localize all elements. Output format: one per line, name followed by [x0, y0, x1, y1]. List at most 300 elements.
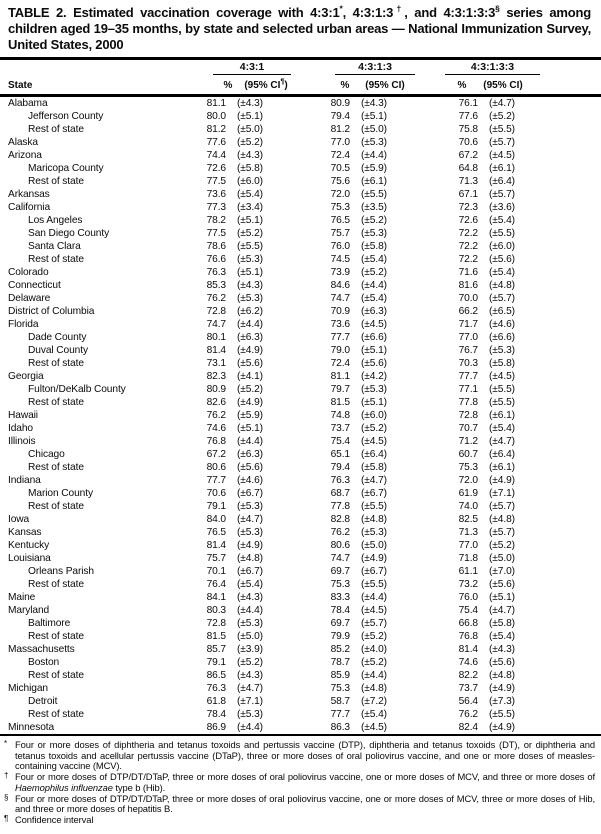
state-name: District of Columbia: [8, 306, 95, 317]
coverage-431-ci: (±6.3): [237, 332, 263, 343]
state-name: Florida: [8, 319, 39, 330]
coverage-431-ci: (±5.8): [237, 163, 263, 174]
coverage-431-ci: (±4.4): [237, 605, 263, 616]
coverage-43133-pct: 72.6: [458, 215, 478, 226]
state-name: Michigan: [8, 683, 48, 694]
coverage-43133-ci: (±5.5): [489, 124, 515, 135]
state-name: Rest of state: [28, 176, 84, 187]
state-name: Arizona: [8, 150, 42, 161]
footnote-hepb: [3, 794, 595, 815]
state-name: California: [8, 202, 51, 213]
coverage-431-ci: (±6.7): [237, 566, 263, 577]
coverage-43133-ci: (±5.5): [489, 384, 515, 395]
coverage-43133-pct: 77.8: [458, 397, 478, 408]
coverage-431-ci: (±5.5): [237, 241, 263, 252]
state-name: Alaska: [8, 137, 38, 148]
table-row: [0, 279, 601, 292]
coverage-431-pct: 76.5: [206, 527, 226, 538]
coverage-43133-pct: 61.9: [458, 488, 478, 499]
coverage-4313-ci: (±5.2): [361, 215, 387, 226]
coverage-431-pct: 84.1: [206, 592, 226, 603]
coverage-431-pct: 78.2: [206, 215, 226, 226]
coverage-43133-pct: 73.2: [458, 579, 478, 590]
coverage-43133-ci: (±7.1): [489, 488, 515, 499]
coverage-43133-ci: (±5.7): [489, 501, 515, 512]
coverage-43133-ci: (±4.7): [489, 605, 515, 616]
table-row: [0, 435, 601, 448]
state-name: Alabama: [8, 98, 48, 109]
coverage-431-pct: 77.5: [206, 228, 226, 239]
coverage-431-pct: 76.8: [206, 436, 226, 447]
table-row: [0, 331, 601, 344]
footnote-ci: [3, 815, 595, 826]
coverage-431-pct: 76.3: [206, 267, 226, 278]
coverage-4313-pct: 77.7: [330, 709, 350, 720]
coverage-4313-ci: (±5.3): [361, 384, 387, 395]
coverage-43133-pct: 70.7: [458, 423, 478, 434]
coverage-431-ci: (±5.6): [237, 358, 263, 369]
coverage-431-ci: (±4.3): [237, 98, 263, 109]
state-name: Louisiana: [8, 553, 51, 564]
coverage-4313-ci: (±5.4): [361, 254, 387, 265]
coverage-43133-ci: (±3.6): [489, 202, 515, 213]
table-row: [0, 422, 601, 435]
coverage-431-pct: 76.3: [206, 683, 226, 694]
state-name: Rest of state: [28, 579, 84, 590]
coverage-43133-ci: (±5.0): [489, 553, 515, 564]
column-group-4313: 4:3:1:3: [335, 61, 415, 75]
coverage-43133-pct: 82.4: [458, 722, 478, 733]
coverage-43133-ci: (±6.1): [489, 410, 515, 421]
table-row: [0, 305, 601, 318]
coverage-4313-ci: (±3.5): [361, 202, 387, 213]
coverage-431-pct: 73.1: [206, 358, 226, 369]
table-row: [0, 318, 601, 331]
state-name: Delaware: [8, 293, 51, 304]
coverage-4313-ci: (±5.0): [361, 540, 387, 551]
table-row: [0, 110, 601, 123]
coverage-431-pct: 80.6: [206, 462, 226, 473]
table-row: [0, 617, 601, 630]
coverage-431-pct: 78.4: [206, 709, 226, 720]
state-name: Georgia: [8, 371, 44, 382]
coverage-4313-pct: 81.1: [330, 371, 350, 382]
coverage-4313-ci: (±5.2): [361, 423, 387, 434]
pct-header-1: %: [223, 80, 233, 91]
coverage-4313-pct: 72.0: [330, 189, 350, 200]
coverage-43133-ci: (±5.7): [489, 527, 515, 538]
footnote-dtp: [3, 740, 595, 772]
coverage-43133-ci: (±5.8): [489, 618, 515, 629]
coverage-43133-pct: 71.2: [458, 436, 478, 447]
coverage-4313-ci: (±5.5): [361, 579, 387, 590]
table-row: [0, 578, 601, 591]
coverage-4313-pct: 80.9: [330, 98, 350, 109]
coverage-43133-pct: 73.7: [458, 683, 478, 694]
coverage-431-ci: (±5.3): [237, 254, 263, 265]
coverage-43133-pct: 61.1: [458, 566, 478, 577]
state-name: Fulton/DeKalb County: [28, 384, 126, 395]
coverage-43133-ci: (±5.1): [489, 592, 515, 603]
footnote-marker-pilcrow: ¶: [4, 813, 9, 823]
coverage-431-ci: (±4.9): [237, 345, 263, 356]
coverage-431-pct: 86.9: [206, 722, 226, 733]
table-row: [0, 682, 601, 695]
coverage-4313-pct: 69.7: [330, 566, 350, 577]
coverage-4313-pct: 74.7: [330, 553, 350, 564]
state-name: Dade County: [28, 332, 87, 343]
coverage-43133-ci: (±6.6): [489, 332, 515, 343]
state-name: Indiana: [8, 475, 41, 486]
coverage-4313-pct: 85.9: [330, 670, 350, 681]
footnote-text: Four or more doses of DTP/DT/DTaP, three or more doses of oral poliovirus vaccine, one or more doses of MCV, three or more doses of Hib, and three or more doses of hepatitis B.: [15, 792, 595, 815]
coverage-4313-pct: 75.4: [330, 436, 350, 447]
coverage-43133-pct: 72.8: [458, 410, 478, 421]
coverage-4313-pct: 75.3: [330, 202, 350, 213]
coverage-43133-pct: 70.6: [458, 137, 478, 148]
coverage-4313-pct: 74.7: [330, 293, 350, 304]
coverage-4313-pct: 81.5: [330, 397, 350, 408]
coverage-4313-pct: 78.7: [330, 657, 350, 668]
footnote-marker-pilcrow: ¶: [280, 78, 285, 86]
coverage-43133-pct: 76.0: [458, 592, 478, 603]
coverage-431-ci: (±4.9): [237, 397, 263, 408]
state-name: Marion County: [28, 488, 93, 499]
coverage-431-ci: (±5.0): [237, 124, 263, 135]
coverage-431-pct: 79.1: [206, 657, 226, 668]
state-name: San Diego County: [28, 228, 110, 239]
coverage-43133-pct: 60.7: [458, 449, 478, 460]
coverage-4313-ci: (±4.7): [361, 475, 387, 486]
table-row: [0, 526, 601, 539]
coverage-43133-pct: 74.0: [458, 501, 478, 512]
coverage-43133-ci: (±5.4): [489, 267, 515, 278]
table-title: [0, 5, 601, 53]
state-name: Maricopa County: [28, 163, 104, 174]
footnote-text: Four or more doses of DTP/DT/DTaP, three or more doses of oral poliovirus vaccine, one or more doses of MCV, and three or more doses of: [15, 771, 595, 783]
coverage-431-pct: 85.3: [206, 280, 226, 291]
coverage-4313-pct: 72.4: [330, 358, 350, 369]
coverage-431-ci: (±5.4): [237, 579, 263, 590]
coverage-43133-ci: (±5.5): [489, 397, 515, 408]
coverage-431-pct: 73.6: [206, 189, 226, 200]
state-name: Kentucky: [8, 540, 50, 551]
table-row: [0, 630, 601, 643]
ci-header-2: (95% CI): [365, 80, 405, 91]
coverage-431-pct: 76.4: [206, 579, 226, 590]
coverage-4313-pct: 76.0: [330, 241, 350, 252]
coverage-431-pct: 74.4: [206, 150, 226, 161]
coverage-4313-ci: (±4.0): [361, 644, 387, 655]
coverage-4313-pct: 70.5: [330, 163, 350, 174]
coverage-4313-ci: (±6.1): [361, 176, 387, 187]
state-name: Baltimore: [28, 618, 71, 629]
bottom-rule: [0, 734, 601, 736]
state-name: Rest of state: [28, 397, 84, 408]
table-row: [0, 357, 601, 370]
coverage-431-pct: 77.3: [206, 202, 226, 213]
coverage-43133-ci: (±6.1): [489, 163, 515, 174]
column-group-43133: 4:3:1:3:3: [445, 61, 540, 75]
table-row: [0, 656, 601, 669]
coverage-4313-pct: 76.5: [330, 215, 350, 226]
coverage-4313-pct: 78.4: [330, 605, 350, 616]
state-column-header: State: [8, 80, 33, 91]
footnote-marker-asterisk: *: [4, 739, 8, 748]
coverage-43133-pct: 72.3: [458, 202, 478, 213]
coverage-4313-pct: 79.4: [330, 111, 350, 122]
coverage-43133-ci: (±4.8): [489, 514, 515, 525]
coverage-431-pct: 80.0: [206, 111, 226, 122]
table-row: [0, 500, 601, 513]
coverage-43133-pct: 76.8: [458, 631, 478, 642]
table-row: [0, 565, 601, 578]
footnotes: [0, 740, 601, 826]
coverage-431-ci: (±4.7): [237, 514, 263, 525]
state-name: Maryland: [8, 605, 50, 616]
table-row: [0, 227, 601, 240]
coverage-43133-ci: (±4.6): [489, 319, 515, 330]
table-row: [0, 539, 601, 552]
coverage-431-ci: (±6.0): [237, 176, 263, 187]
table-row: [0, 669, 601, 682]
coverage-431-pct: 86.5: [206, 670, 226, 681]
coverage-431-pct: 70.6: [206, 488, 226, 499]
table-row: [0, 149, 601, 162]
state-name: Chicago: [28, 449, 65, 460]
coverage-431-pct: 70.1: [206, 566, 226, 577]
coverage-43133-pct: 77.6: [458, 111, 478, 122]
table-row: [0, 214, 601, 227]
coverage-4313-pct: 74.8: [330, 410, 350, 421]
table-row: [0, 253, 601, 266]
coverage-4313-ci: (±4.4): [361, 280, 387, 291]
table-row: [0, 409, 601, 422]
table-row: [0, 383, 601, 396]
table-row: [0, 201, 601, 214]
coverage-43133-pct: 56.4: [458, 696, 478, 707]
coverage-4313-ci: (±5.5): [361, 501, 387, 512]
coverage-4313-ci: (±5.5): [361, 189, 387, 200]
state-name: Idaho: [8, 423, 33, 434]
coverage-4313-pct: 85.2: [330, 644, 350, 655]
table-row: [0, 344, 601, 357]
coverage-4313-pct: 75.6: [330, 176, 350, 187]
table-row: [0, 552, 601, 565]
coverage-43133-ci: (±4.9): [489, 722, 515, 733]
table-row: [0, 396, 601, 409]
coverage-4313-ci: (±4.2): [361, 371, 387, 382]
table-row: [0, 461, 601, 474]
coverage-431-ci: (±5.2): [237, 384, 263, 395]
coverage-431-ci: (±5.9): [237, 410, 263, 421]
coverage-4313-ci: (±4.5): [361, 722, 387, 733]
coverage-4313-ci: (±4.5): [361, 319, 387, 330]
coverage-43133-pct: 82.2: [458, 670, 478, 681]
coverage-4313-ci: (±4.8): [361, 683, 387, 694]
state-name: Los Angeles: [28, 215, 83, 226]
coverage-431-pct: 61.8: [206, 696, 226, 707]
coverage-431-pct: 81.4: [206, 345, 226, 356]
state-name: Boston: [28, 657, 60, 668]
coverage-431-pct: 82.3: [206, 371, 226, 382]
coverage-4313-ci: (±6.6): [361, 332, 387, 343]
state-name: Duval County: [28, 345, 88, 356]
coverage-43133-ci: (±7.0): [489, 566, 515, 577]
coverage-43133-pct: 72.2: [458, 254, 478, 265]
coverage-431-ci: (±5.4): [237, 189, 263, 200]
coverage-43133-pct: 72.0: [458, 475, 478, 486]
coverage-43133-pct: 64.8: [458, 163, 478, 174]
state-name: Massachusetts: [8, 644, 75, 655]
coverage-4313-pct: 69.7: [330, 618, 350, 629]
coverage-4313-ci: (±6.7): [361, 488, 387, 499]
state-name: Santa Clara: [28, 241, 81, 252]
coverage-431-ci: (±4.6): [237, 475, 263, 486]
coverage-43133-ci: (±5.6): [489, 254, 515, 265]
state-name: Hawaii: [8, 410, 38, 421]
coverage-431-pct: 72.8: [206, 306, 226, 317]
coverage-43133-pct: 77.0: [458, 332, 478, 343]
coverage-4313-ci: (±6.0): [361, 410, 387, 421]
coverage-431-ci: (±4.3): [237, 150, 263, 161]
coverage-4313-ci: (±4.4): [361, 150, 387, 161]
table-header: [0, 60, 601, 94]
coverage-431-ci: (±5.1): [237, 215, 263, 226]
coverage-431-pct: 76.2: [206, 410, 226, 421]
coverage-4313-ci: (±5.4): [361, 293, 387, 304]
coverage-4313-pct: 77.0: [330, 137, 350, 148]
coverage-431-pct: 85.7: [206, 644, 226, 655]
coverage-4313-pct: 76.2: [330, 527, 350, 538]
coverage-43133-ci: (±5.4): [489, 215, 515, 226]
coverage-4313-ci: (±5.1): [361, 111, 387, 122]
coverage-43133-ci: (±5.7): [489, 137, 515, 148]
coverage-43133-pct: 67.1: [458, 189, 478, 200]
coverage-4313-pct: 80.6: [330, 540, 350, 551]
coverage-43133-pct: 71.3: [458, 527, 478, 538]
coverage-431-ci: (±5.3): [237, 709, 263, 720]
coverage-431-pct: 77.6: [206, 137, 226, 148]
coverage-4313-ci: (±4.3): [361, 98, 387, 109]
coverage-43133-ci: (±6.4): [489, 449, 515, 460]
state-name: Arkansas: [8, 189, 50, 200]
state-name: Rest of state: [28, 670, 84, 681]
footnote-text: Confidence interval: [15, 813, 94, 825]
coverage-431-ci: (±5.1): [237, 267, 263, 278]
coverage-4313-ci: (±6.3): [361, 306, 387, 317]
coverage-431-ci: (±5.3): [237, 293, 263, 304]
coverage-4313-pct: 86.3: [330, 722, 350, 733]
coverage-4313-pct: 75.3: [330, 683, 350, 694]
state-name: Rest of state: [28, 462, 84, 473]
coverage-4313-ci: (±4.8): [361, 514, 387, 525]
coverage-43133-ci: (±4.9): [489, 683, 515, 694]
coverage-431-ci: (±6.7): [237, 488, 263, 499]
coverage-4313-ci: (±5.2): [361, 267, 387, 278]
coverage-431-ci: (±5.1): [237, 111, 263, 122]
coverage-4313-ci: (±5.8): [361, 462, 387, 473]
state-name: Minnesota: [8, 722, 55, 733]
coverage-4313-pct: 77.8: [330, 501, 350, 512]
state-name: Rest of state: [28, 254, 84, 265]
coverage-43133-pct: 76.7: [458, 345, 478, 356]
footnote-text: Four or more doses of diphtheria and tetanus toxoids and pertussis vaccine (DTP), diphtheria and tetanus toxoids (DT), or diphtheria and tetanus toxoids and acellular pertussis vaccine (DTaP), three or more doses of oral poliovirus vaccine, and one or more doses of measles-containing vaccine (MCV).: [15, 739, 595, 772]
coverage-43133-ci: (±5.5): [489, 709, 515, 720]
coverage-43133-pct: 66.2: [458, 306, 478, 317]
coverage-4313-pct: 83.3: [330, 592, 350, 603]
coverage-43133-ci: (±5.2): [489, 540, 515, 551]
table-row: [0, 162, 601, 175]
coverage-431-ci: (±4.4): [237, 722, 263, 733]
coverage-431-ci: (±4.4): [237, 319, 263, 330]
coverage-43133-ci: (±4.8): [489, 670, 515, 681]
coverage-4313-ci: (±7.2): [361, 696, 387, 707]
coverage-4313-ci: (±5.9): [361, 163, 387, 174]
footnote-marker-dagger: †: [4, 771, 9, 781]
coverage-431-ci: (±4.8): [237, 553, 263, 564]
table-row: [0, 370, 601, 383]
coverage-43133-ci: (±4.5): [489, 371, 515, 382]
coverage-43133-ci: (±4.8): [489, 280, 515, 291]
table-row: [0, 175, 601, 188]
coverage-431-ci: (±5.2): [237, 137, 263, 148]
coverage-4313-pct: 79.7: [330, 384, 350, 395]
coverage-431-ci: (±5.3): [237, 501, 263, 512]
coverage-4313-pct: 70.9: [330, 306, 350, 317]
coverage-4313-pct: 73.7: [330, 423, 350, 434]
coverage-431-pct: 82.6: [206, 397, 226, 408]
coverage-43133-pct: 67.2: [458, 150, 478, 161]
coverage-43133-pct: 72.2: [458, 241, 478, 252]
coverage-431-pct: 75.7: [206, 553, 226, 564]
title-text: , and 4:3:1:3:3: [404, 5, 496, 20]
state-name: Kansas: [8, 527, 42, 538]
coverage-431-ci: (±4.7): [237, 683, 263, 694]
coverage-431-ci: (±6.3): [237, 449, 263, 460]
state-name: Connecticut: [8, 280, 61, 291]
coverage-431-ci: (±4.9): [237, 540, 263, 551]
coverage-431-ci: (±5.0): [237, 631, 263, 642]
coverage-431-pct: 80.3: [206, 605, 226, 616]
coverage-4313-ci: (±6.7): [361, 566, 387, 577]
coverage-43133-pct: 75.3: [458, 462, 478, 473]
footnote-text: type b (Hib).: [112, 781, 166, 793]
coverage-4313-pct: 73.6: [330, 319, 350, 330]
coverage-431-ci: (±4.3): [237, 280, 263, 291]
state-name: Illinois: [8, 436, 36, 447]
table-row: [0, 292, 601, 305]
coverage-431-pct: 80.9: [206, 384, 226, 395]
coverage-431-ci: (±5.2): [237, 228, 263, 239]
coverage-4313-pct: 77.7: [330, 332, 350, 343]
state-name: Rest of state: [28, 631, 84, 642]
coverage-43133-ci: (±5.7): [489, 293, 515, 304]
coverage-431-pct: 76.6: [206, 254, 226, 265]
footnote-marker-section: §: [4, 792, 9, 802]
coverage-43133-ci: (±5.7): [489, 189, 515, 200]
coverage-4313-ci: (±6.4): [361, 449, 387, 460]
table-row: [0, 188, 601, 201]
coverage-4313-ci: (±5.4): [361, 709, 387, 720]
footnote-marker-dagger: †: [393, 3, 405, 14]
table-row: [0, 240, 601, 253]
coverage-431-ci: (±7.1): [237, 696, 263, 707]
coverage-43133-pct: 76.1: [458, 98, 478, 109]
coverage-431-ci: (±3.4): [237, 202, 263, 213]
coverage-431-ci: (±5.3): [237, 618, 263, 629]
coverage-431-ci: (±5.3): [237, 527, 263, 538]
